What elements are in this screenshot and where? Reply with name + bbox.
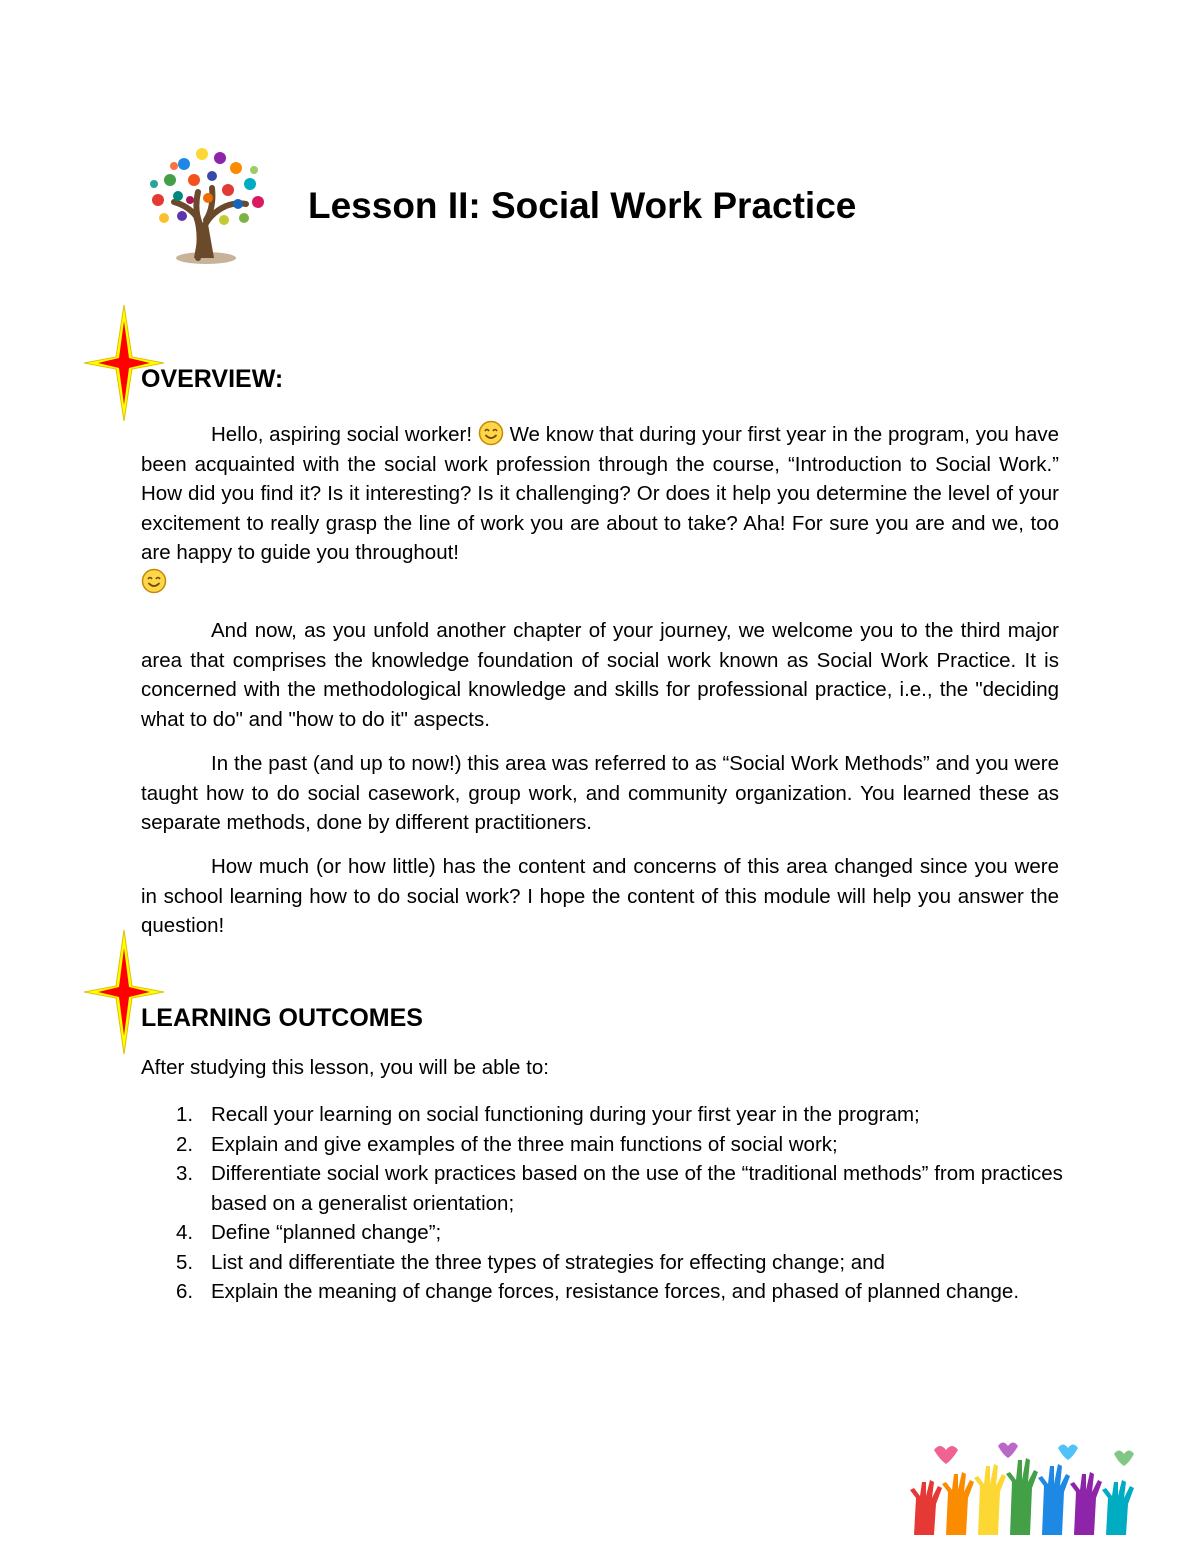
list-item-text: Differentiate social work practices based on the use of the “traditional methods” from practices based on a generalist orientation;: [211, 1162, 1063, 1215]
list-item: [141, 1277, 1071, 1307]
list-number: 5.: [176, 1250, 194, 1274]
overview-paragraph-3-text: In the past (and up to now!) this area was referred to as “Social Work Methods” and you were taught how to do social casework, group work, and community organization. You learned these as separate methods, done by different practitioners.: [141, 752, 1059, 834]
outcomes-intro: After studying this lesson, you will be able to:: [141, 1056, 549, 1079]
greeting-text: Hello, aspiring social worker!: [211, 423, 473, 446]
list-item: [141, 1218, 1071, 1248]
overview-paragraph-1: [141, 420, 1059, 597]
list-item: [141, 1130, 1071, 1160]
list-number: 2.: [176, 1132, 194, 1156]
overview-paragraph-3: [141, 749, 1059, 838]
learning-outcomes-heading: LEARNING OUTCOMES: [141, 1004, 423, 1032]
list-item-text: Recall your learning on social functioning during your first year in the program;: [211, 1103, 920, 1126]
list-number: 1.: [176, 1103, 194, 1126]
overview-paragraph-1-body: We know that during your first year in the program, you have been acquainted with the social work profession through the course, “Introduction to Social Work.” How did you find it? Is it interesting? Is it challenging? Or does it help you determine the level of your excitement to really grasp the line of work you are about to take? Aha! For sure you are and we, too are happy to guide you throughout!: [141, 423, 1059, 564]
page-title: Lesson II: Social Work Practice: [308, 185, 857, 226]
four-point-star-icon: [84, 930, 164, 1054]
overview-paragraph-2: [141, 616, 1059, 734]
overview-paragraph-4-text: How much (or how little) has the content and concerns of this area changed since you were in school learning how to do social work? I hope the content of this module will help you answer the question!: [141, 855, 1059, 937]
list-number: 6.: [176, 1280, 194, 1303]
list-item-text: Define “planned change”;: [211, 1221, 442, 1244]
list-item: [141, 1100, 1071, 1130]
overview-heading: OVERVIEW:: [141, 365, 284, 393]
hand-tree-icon: [138, 140, 274, 268]
outcomes-list: [141, 1100, 1071, 1307]
overview-paragraph-2-text: And now, as you unfold another chapter of your journey, we welcome you to the third major area that comprises the knowledge foundation of social work known as Social Work Practice. It is concerned with the methodological knowledge and skills for professional practice, i.e., the "deciding what to do" and "how to do it" aspects.: [141, 619, 1059, 731]
colorful-hands-icon: [898, 1440, 1158, 1540]
list-item: [141, 1159, 1071, 1218]
list-item-text: List and differentiate the three types of strategies for effecting change; and: [211, 1250, 885, 1274]
list-item-text: Explain and give examples of the three main functions of social work;: [211, 1132, 838, 1156]
smiley-icon: [141, 568, 167, 594]
list-item: [141, 1248, 1071, 1278]
list-number: 4.: [176, 1221, 194, 1244]
overview-paragraph-4: [141, 852, 1059, 941]
four-point-star-icon: [84, 305, 164, 421]
list-item-text: Explain the meaning of change forces, resistance forces, and phased of planned change.: [211, 1280, 1020, 1303]
smiley-icon: [478, 420, 504, 446]
list-number: 3.: [176, 1162, 194, 1185]
